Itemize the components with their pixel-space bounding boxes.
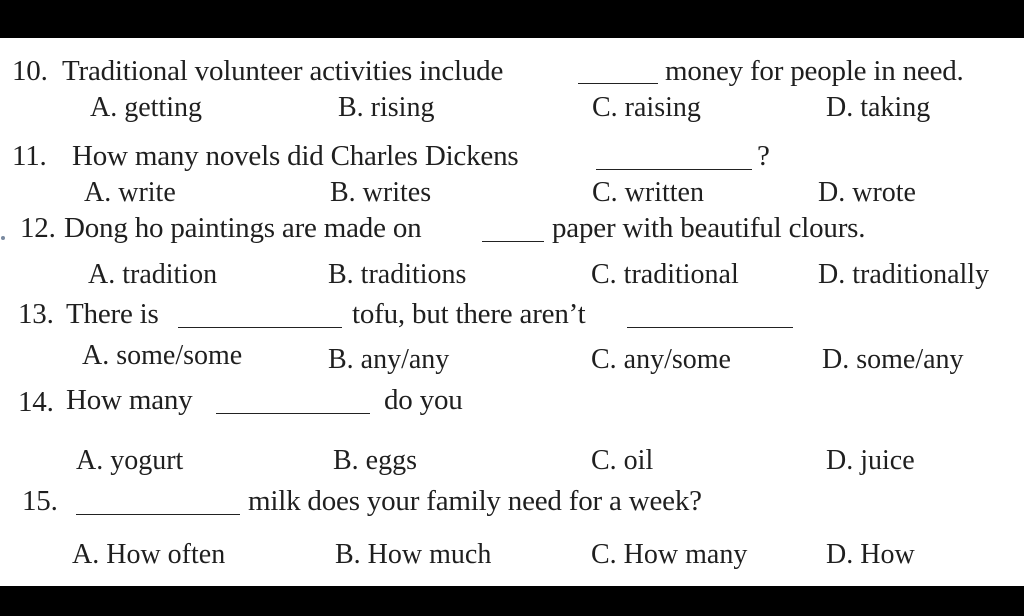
option-c[interactable]: C. oil: [591, 445, 654, 476]
question-stem: How many: [66, 384, 193, 416]
option-d[interactable]: D. taking: [826, 92, 931, 123]
question-number: 15.: [22, 485, 58, 517]
option-c[interactable]: C. raising: [592, 92, 701, 123]
option-a[interactable]: A. yogurt: [76, 445, 184, 476]
question-stem: How many novels did Charles Dickens: [72, 140, 519, 172]
answer-blank[interactable]: [76, 514, 240, 515]
question-stem-middle: tofu, but there aren’t: [352, 298, 586, 330]
question-stem: Dong ho paintings are made on: [64, 212, 422, 244]
option-a[interactable]: A. write: [84, 177, 176, 208]
question-number: 11.: [12, 140, 47, 172]
option-c[interactable]: C. How many: [591, 539, 748, 570]
option-b[interactable]: B. traditions: [328, 259, 467, 290]
option-d[interactable]: D. How: [826, 539, 915, 570]
answer-blank[interactable]: [216, 413, 370, 414]
option-d[interactable]: D. wrote: [818, 177, 916, 208]
answer-blank[interactable]: [482, 241, 544, 242]
question-stem: There is: [66, 298, 159, 330]
option-a[interactable]: A. How often: [72, 539, 226, 570]
question-number: 14.: [18, 386, 54, 418]
question-number: 13.: [18, 298, 54, 330]
question-stem: Traditional volunteer activities include: [62, 55, 504, 87]
margin-marker: [1, 236, 5, 240]
option-d[interactable]: D. traditionally: [818, 259, 990, 290]
option-d[interactable]: D. some/any: [822, 344, 964, 375]
option-c[interactable]: C. written: [592, 177, 704, 208]
question-stem-end: ?: [757, 140, 770, 172]
question-stem-end: money for people in need.: [665, 55, 964, 87]
answer-blank-1[interactable]: [178, 327, 342, 328]
option-b[interactable]: B. any/any: [328, 344, 450, 375]
option-b[interactable]: B. eggs: [333, 445, 417, 476]
option-c[interactable]: C. traditional: [591, 259, 739, 290]
question-stem-end: milk does your family need for a week?: [248, 485, 702, 517]
answer-blank-2[interactable]: [627, 327, 793, 328]
answer-blank[interactable]: [578, 83, 658, 84]
option-b[interactable]: B. How much: [335, 539, 492, 570]
worksheet-page: [0, 38, 1024, 586]
option-c[interactable]: C. any/some: [591, 344, 731, 375]
question-number: 12.: [20, 212, 56, 244]
option-a[interactable]: A. some/some: [82, 340, 243, 371]
option-a[interactable]: A. getting: [90, 92, 202, 123]
option-b[interactable]: B. rising: [338, 92, 435, 123]
question-stem-end: do you: [384, 384, 463, 416]
option-a[interactable]: A. tradition: [88, 259, 218, 290]
option-b[interactable]: B. writes: [330, 177, 432, 208]
option-d[interactable]: D. juice: [826, 445, 915, 476]
answer-blank[interactable]: [596, 169, 752, 170]
question-number: 10.: [12, 55, 48, 87]
question-stem-end: paper with beautiful clours.: [552, 212, 866, 244]
